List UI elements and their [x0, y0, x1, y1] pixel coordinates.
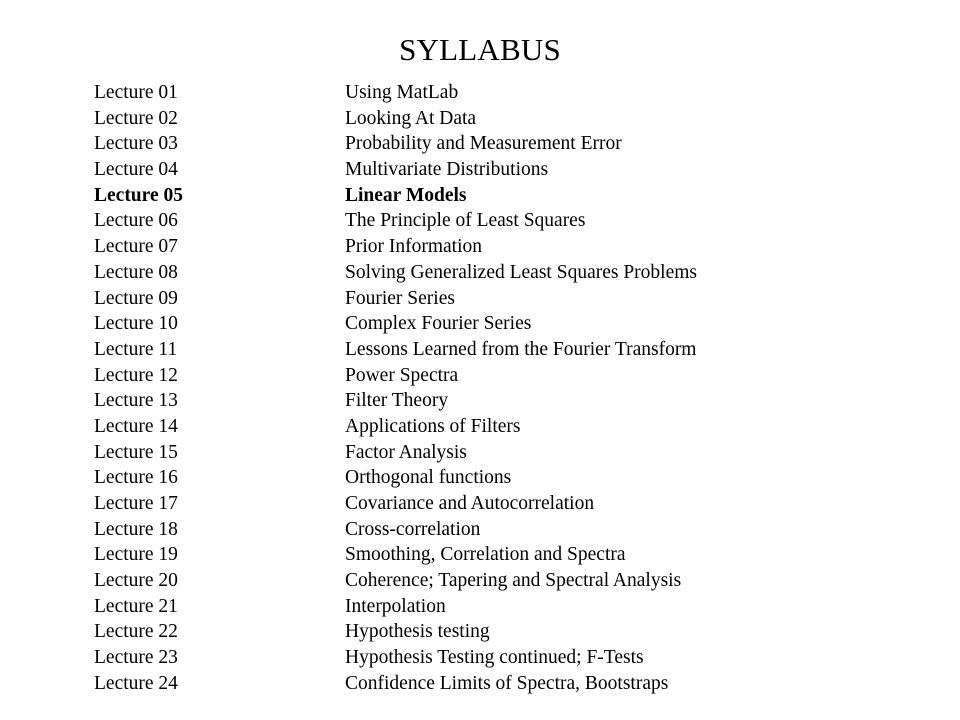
lecture-row [94, 157, 914, 183]
lecture-list [94, 80, 914, 697]
lecture-row [94, 388, 914, 414]
lecture-row [94, 131, 914, 157]
lecture-number: Lecture 07 [94, 236, 178, 258]
lecture-number: Lecture 15 [94, 441, 178, 463]
lecture-topic: Hypothesis testing [345, 621, 490, 643]
lecture-number: Lecture 08 [94, 261, 178, 283]
lecture-row [94, 440, 914, 466]
lecture-number: Lecture 06 [94, 210, 178, 232]
lecture-row [94, 594, 914, 620]
lecture-number: Lecture 21 [94, 595, 178, 617]
lecture-topic: Lessons Learned from the Fourier Transform [345, 338, 697, 360]
lecture-topic: Covariance and Autocorrelation [345, 493, 595, 514]
lecture-topic: Looking At Data [345, 107, 477, 129]
lecture-row [94, 337, 914, 363]
lecture-row [94, 465, 914, 491]
lecture-row [94, 568, 914, 594]
lecture-topic: Power Spectra [345, 364, 459, 386]
lecture-number: Lecture 01 [94, 82, 178, 103]
lecture-topic: Coherence; Tapering and Spectral Analysis [345, 570, 682, 592]
lecture-row [94, 80, 914, 106]
lecture-number: Lecture 18 [94, 518, 178, 540]
lecture-number: Lecture 09 [94, 287, 178, 309]
lecture-row [94, 671, 914, 697]
lecture-topic: Cross-correlation [345, 518, 481, 540]
lecture-row [94, 517, 914, 543]
lecture-row [94, 286, 914, 312]
lecture-topic: Fourier Series [345, 287, 455, 309]
lecture-number: Lecture 14 [94, 415, 178, 437]
lecture-number: Lecture 11 [94, 338, 178, 360]
lecture-row [94, 106, 914, 132]
lecture-topic: Interpolation [345, 595, 446, 617]
lecture-row [94, 311, 914, 337]
lecture-topic: Multivariate Distributions [345, 159, 549, 181]
lecture-topic: Prior Information [345, 236, 483, 258]
lecture-row [94, 363, 914, 389]
page-title: SYLLABUS [399, 32, 561, 67]
lecture-topic: The Principle of Least Squares [345, 210, 586, 232]
lecture-row [94, 260, 914, 286]
lecture-topic: Applications of Filters [345, 415, 521, 437]
lecture-number: Lecture 03 [94, 133, 178, 155]
lecture-row-current [94, 183, 914, 209]
lecture-number: Lecture 19 [94, 544, 178, 566]
lecture-topic: Complex Fourier Series [345, 313, 532, 335]
lecture-number: Lecture 24 [94, 672, 178, 694]
lecture-topic: Smoothing, Correlation and Spectra [345, 544, 626, 566]
lecture-topic: Confidence Limits of Spectra, Bootstraps [345, 672, 669, 694]
lecture-topic: Factor Analysis [345, 441, 467, 463]
lecture-row [94, 208, 914, 234]
lecture-topic: Filter Theory [345, 390, 449, 412]
lecture-number: Lecture 23 [94, 647, 178, 669]
lecture-number: Lecture 16 [94, 467, 178, 489]
lecture-topic: Linear Models [345, 184, 467, 206]
lecture-topic: Using MatLab [345, 82, 459, 103]
lecture-row [94, 542, 914, 568]
lecture-row [94, 234, 914, 260]
lecture-row [94, 619, 914, 645]
lecture-row [94, 645, 914, 671]
lecture-number: Lecture 12 [94, 364, 178, 386]
lecture-number: Lecture 20 [94, 570, 178, 592]
lecture-row [94, 414, 914, 440]
lecture-number: Lecture 17 [94, 493, 178, 514]
lecture-topic: Probability and Measurement Error [345, 133, 622, 155]
lecture-topic: Solving Generalized Least Squares Problems [345, 261, 697, 283]
lecture-topic: Hypothesis Testing continued; F-Tests [345, 647, 644, 669]
lecture-number: Lecture 02 [94, 107, 178, 129]
lecture-number: Lecture 13 [94, 390, 178, 412]
lecture-topic: Orthogonal functions [345, 467, 512, 489]
lecture-number: Lecture 10 [94, 313, 178, 335]
lecture-row [94, 491, 914, 517]
lecture-number: Lecture 04 [94, 159, 178, 181]
lecture-number: Lecture 05 [94, 184, 183, 206]
lecture-number: Lecture 22 [94, 621, 178, 643]
